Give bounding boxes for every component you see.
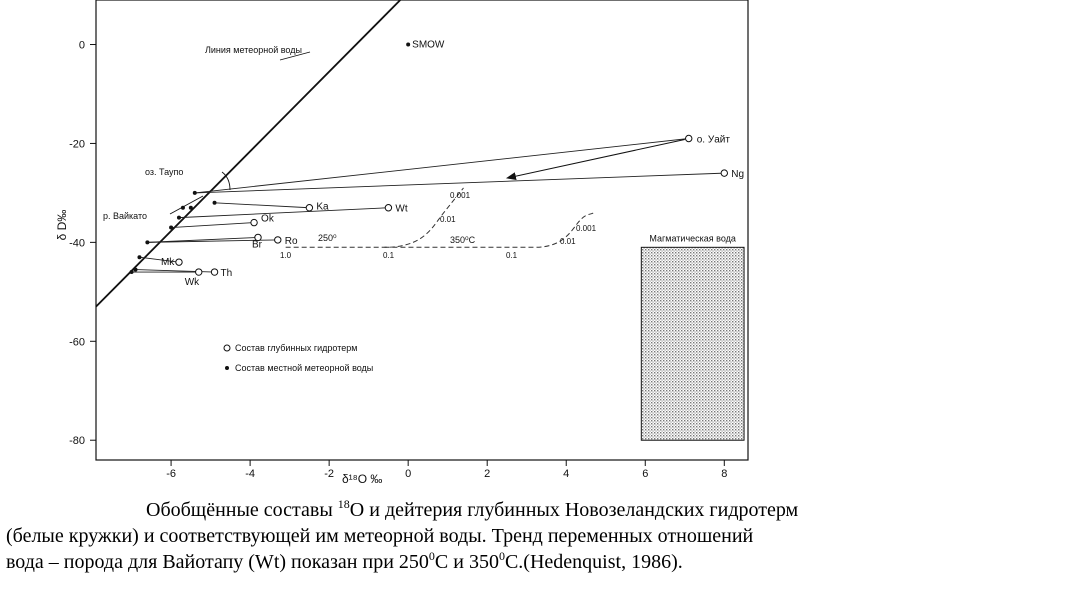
y-tick-label: 0 xyxy=(78,39,85,52)
magmatic-water-box xyxy=(641,247,744,440)
y-tick-label: -80 xyxy=(69,435,85,448)
figure-caption xyxy=(6,497,1061,575)
connector-ng xyxy=(195,173,725,193)
legend xyxy=(224,343,373,373)
meteoric-point-6 xyxy=(145,240,149,244)
connector-lines xyxy=(132,138,725,272)
connector-ok xyxy=(171,223,254,228)
hydro-point-ng xyxy=(721,170,727,176)
caption-line-1-end: О и дейтерия глубинных Новозеландских гидротерм xyxy=(349,499,799,521)
hydro-point-th xyxy=(211,269,217,275)
hydro-point-wt xyxy=(385,205,391,211)
meteoric-point-7 xyxy=(137,255,141,259)
taupo-label: оз. Таупо xyxy=(145,167,184,177)
x-tick-label: -4 xyxy=(245,468,255,480)
x-tick-label: 0 xyxy=(405,468,412,480)
meteoric-point-4 xyxy=(177,216,181,220)
hydro-label-wk: Wk xyxy=(184,277,200,289)
hydro-point-mk xyxy=(176,259,182,265)
caption-sup-deg-1: 0 xyxy=(428,549,435,563)
hydro-point-wk xyxy=(196,269,202,275)
y-tick-label: -20 xyxy=(69,138,85,151)
caption-sup-18: 18 xyxy=(337,497,350,511)
hydro-label-ng: Ng xyxy=(731,169,745,181)
smow-point xyxy=(406,43,410,47)
trend-250-start-label: 1.0 xyxy=(280,251,292,260)
trend-arrow xyxy=(507,139,685,178)
trend-250-ratio-0-001: 0.001 xyxy=(450,191,471,200)
x-tick-label: 4 xyxy=(563,468,570,480)
hydro-label-th: Th xyxy=(220,268,233,280)
y-axis-title: δ D‰ xyxy=(55,209,69,241)
meteoric-point-9 xyxy=(134,268,138,272)
hydro-label-mk: Mk xyxy=(160,257,175,269)
caption-line-3-c: С.(Hedenquist, 1986). xyxy=(504,551,683,573)
hydro-point-pt xyxy=(686,135,692,141)
hydro-label-ro: Ro xyxy=(284,235,298,247)
legend-filled-dot-marker xyxy=(225,366,229,370)
legend-deep-hydrotherm-text: Состав глубинных гидротерм xyxy=(235,343,358,353)
hydro-point-ok xyxy=(251,219,257,225)
x-axis-title: δ¹⁸O ‰ xyxy=(342,472,383,486)
trend-350-ratio-0-01: 0.01 xyxy=(560,237,576,246)
legend-open-circle-marker xyxy=(224,345,230,351)
caption-line-3-a: вода – порода для Вайотапу (Wt) показан при 250 xyxy=(6,551,429,573)
x-tick-label: 8 xyxy=(721,468,728,480)
hydro-label-pt: о. Уайт xyxy=(696,134,730,146)
x-axis-ticks xyxy=(166,460,727,480)
x-tick-label: 6 xyxy=(642,468,649,480)
y-tick-label: -60 xyxy=(69,336,85,349)
trend-350-ratio-0-001: 0.001 xyxy=(576,224,597,233)
hydro-label-ka: Ka xyxy=(316,201,329,213)
meteoric-point-8 xyxy=(130,270,134,274)
caption-line-1 xyxy=(6,497,1061,523)
connector-ka xyxy=(215,203,310,208)
y-tick-label: -40 xyxy=(69,237,85,250)
caption-line-2: (белые кружки) и соответствующей им метеорной воды. Тренд переменных отношений xyxy=(6,525,754,547)
waikato-label: р. Вайкато xyxy=(103,211,148,221)
trend-350-label: 350⁰C xyxy=(450,235,476,245)
meteoric-point-0 xyxy=(193,191,197,195)
hydro-point-ro xyxy=(275,237,281,243)
meteoric-point-3 xyxy=(213,201,217,205)
connector-wt xyxy=(179,208,388,218)
hydro-point-ka xyxy=(306,205,312,211)
hydro-label-br: Br xyxy=(252,239,263,251)
meteoric-line-label: Линия метеорной воды xyxy=(205,45,302,55)
trend-250-ratio-0-1: 0.1 xyxy=(383,251,395,260)
connector-pt xyxy=(195,138,689,192)
y-axis-ticks xyxy=(69,40,96,448)
magmatic-water-label: Магматическая вода xyxy=(649,233,736,244)
meteoric-point-2 xyxy=(189,206,193,210)
trend-curve-250 xyxy=(286,188,464,247)
x-tick-label: -2 xyxy=(324,468,335,480)
caption-line-3 xyxy=(6,549,1061,575)
caption-line-1-start: Обобщённые составы xyxy=(146,499,338,521)
caption-line-3-b: С и 350 xyxy=(434,551,499,573)
caption-sup-deg-2: 0 xyxy=(498,549,505,563)
x-tick-label: 2 xyxy=(484,468,491,480)
smow-label: SMOW xyxy=(412,39,445,51)
x-tick-label: -6 xyxy=(166,468,176,480)
trend-250-ratio-0-01: 0.01 xyxy=(440,215,456,224)
meteoric-point-5 xyxy=(169,226,173,230)
hydro-label-ok: Ok xyxy=(261,213,274,225)
legend-local-meteoric-text: Состав местной метеорной воды xyxy=(235,363,374,373)
trend-350-ratio-0-1: 0.1 xyxy=(506,251,518,260)
trend-250-label: 250⁰ xyxy=(318,233,337,243)
meteoric-point-1 xyxy=(181,206,185,210)
hydro-label-wt: Wt xyxy=(395,203,408,215)
